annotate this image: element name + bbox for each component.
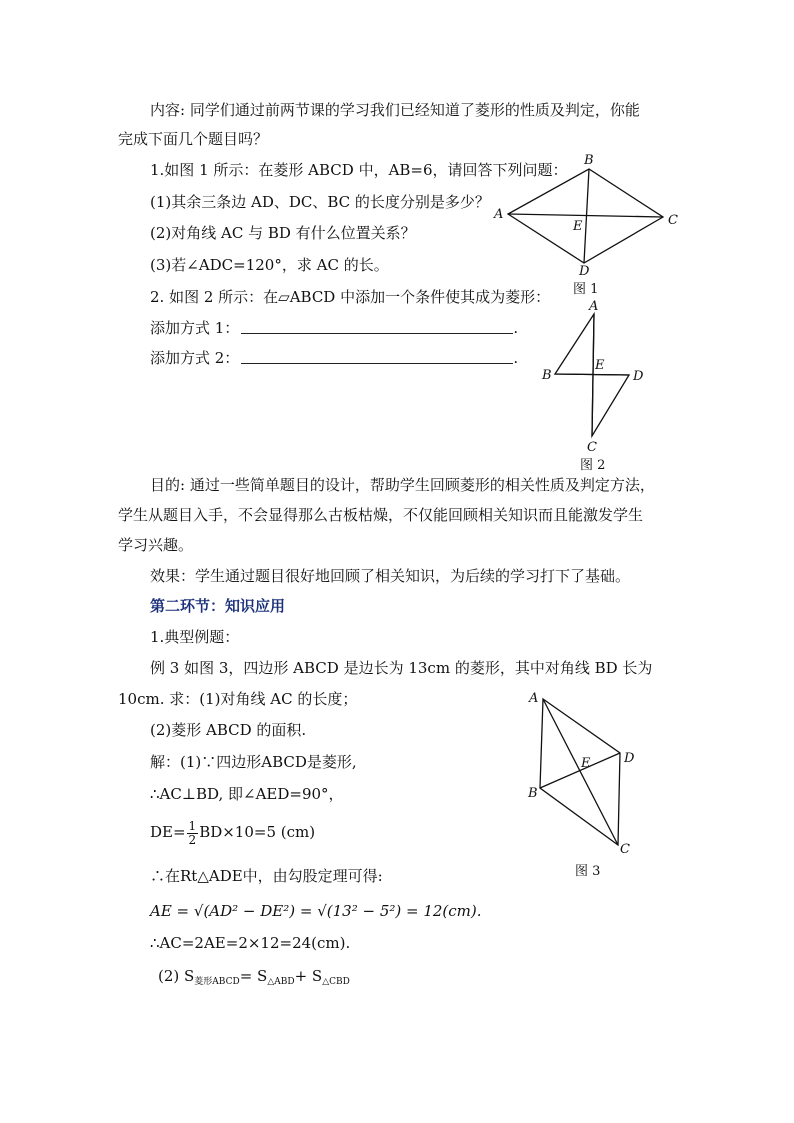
fig1-label-e: E [573,219,583,234]
q2-way-2-blank[interactable] [241,349,513,364]
solution-step-2: ∴AC⊥BD, 即∠AED=90°， [150,785,344,803]
fig1-label-c: C [668,213,678,228]
fig2-label-c: C [587,440,597,455]
q1-stem: 1.如图 1 所示：在菱形 ABCD 中，AB=6，请回答下列问题： [150,161,568,179]
figure-2-rhombus [535,296,665,476]
de-label: DE= [150,823,186,841]
q2-stem: 2. 如图 2 所示：在▱ABCD 中添加一个条件使其成为菱形： [150,288,551,306]
fig2-label-e: E [595,358,605,373]
fig3-label-a: A [529,691,539,706]
q2-way-1 [150,318,518,338]
fig2-label-a: A [589,299,599,314]
fig3-label-b: B [528,786,538,801]
fig1-caption: 图 1 [573,282,599,297]
fraction-numerator: 1 [188,818,197,833]
de-value: BD×10=5 (cm) [199,823,316,841]
q2-way-2-label: 添加方式 2： [150,349,240,367]
q1-part-1: (1)其余三条边 AD、DC、BC 的长度分别是多少？ [150,193,490,211]
section-2-heading: 第二环节：知识应用 [150,597,286,615]
area-equals: = S [239,967,268,985]
fig3-diagonal-bd [540,753,620,788]
solution-step-7 [158,966,350,992]
q2-way-1-blank[interactable] [241,319,513,334]
intro-line-1: 内容: 同学们通过前两节课的学习我们已经知道了菱形的性质及判定，你能 [150,101,640,119]
fig2-caption: 图 2 [580,458,606,473]
one-half-fraction [187,820,199,847]
q2-way-1-label: 添加方式 1： [150,319,240,337]
q2-way-2-end: . [513,349,519,367]
purpose-line-2: 学生从题目入手，不会显得那么古板枯燥，不仅能回顾相关知识而且能激发学生 [118,506,644,524]
fig2-diagonal-bd [555,374,629,375]
area-plus: + S [294,967,323,985]
solution-step-5: AE = √(AD² − DE²) = √(13² − 5²) = 12(cm). [150,902,482,920]
purpose-line-1: 目的: 通过一些简单题目的设计，帮助学生回顾菱形的相关性质及判定方法， [150,476,655,494]
solution-step-6: ∴AC=2AE=2×12=24(cm). [150,934,351,952]
area-s-label: (2) S [158,967,195,985]
fig1-label-b: B [584,153,594,168]
area-subscript-rhombus: 菱形ABCD [194,977,240,987]
intro-line-2: 完成下面几个题目吗？ [118,130,269,148]
solution-step-1: 解：(1)∵四边形ABCD是菱形, [150,753,357,771]
q2-way-1-end: . [513,319,519,337]
example-3-line-1: 例 3 如图 3，四边形 ABCD 是边长为 13cm 的菱形，其中对角线 BD 长为 [150,659,653,677]
example-3-line-2: 10cm. 求：(1)对角线 AC 的长度； [118,690,358,708]
q2-way-2 [150,348,518,368]
purpose-line-3: 学习兴趣。 [118,536,194,554]
fraction-denominator: 2 [188,832,197,847]
fig1-label-d: D [579,264,590,279]
q1-part-3: (3)若∠ADC=120°，求 AC 的长。 [150,256,389,274]
example-3-line-3: (2)菱形 ABCD 的面积. [150,721,307,739]
solution-step-4: ∴在Rt△ADE中，由勾股定理可得: [150,867,383,885]
fig2-label-b: B [542,368,552,383]
fig3-diagonal-ac [543,699,618,845]
fig1-diagonal-ac [508,214,663,217]
fig3-label-d: D [624,751,635,766]
typical-examples-label: 1.典型例题： [150,628,240,646]
effect-line: 效果：学生通过题目很好地回顾了相关知识，为后续的学习打下了基础。 [150,567,631,585]
figure-3-rhombus [520,685,650,885]
area-subscript-cbd: △CBD [322,977,350,987]
figure-1-rhombus [490,150,690,300]
fig3-label-e: E [581,756,591,771]
solution-step-3 [150,818,315,847]
area-subscript-abd: △ABD [267,977,295,987]
fig3-label-c: C [620,842,630,857]
fig2-label-d: D [633,369,644,384]
q1-part-2: (2)对角线 AC 与 BD 有什么位置关系？ [150,224,416,242]
fig3-caption: 图 3 [575,864,601,879]
fig1-label-a: A [494,207,504,222]
